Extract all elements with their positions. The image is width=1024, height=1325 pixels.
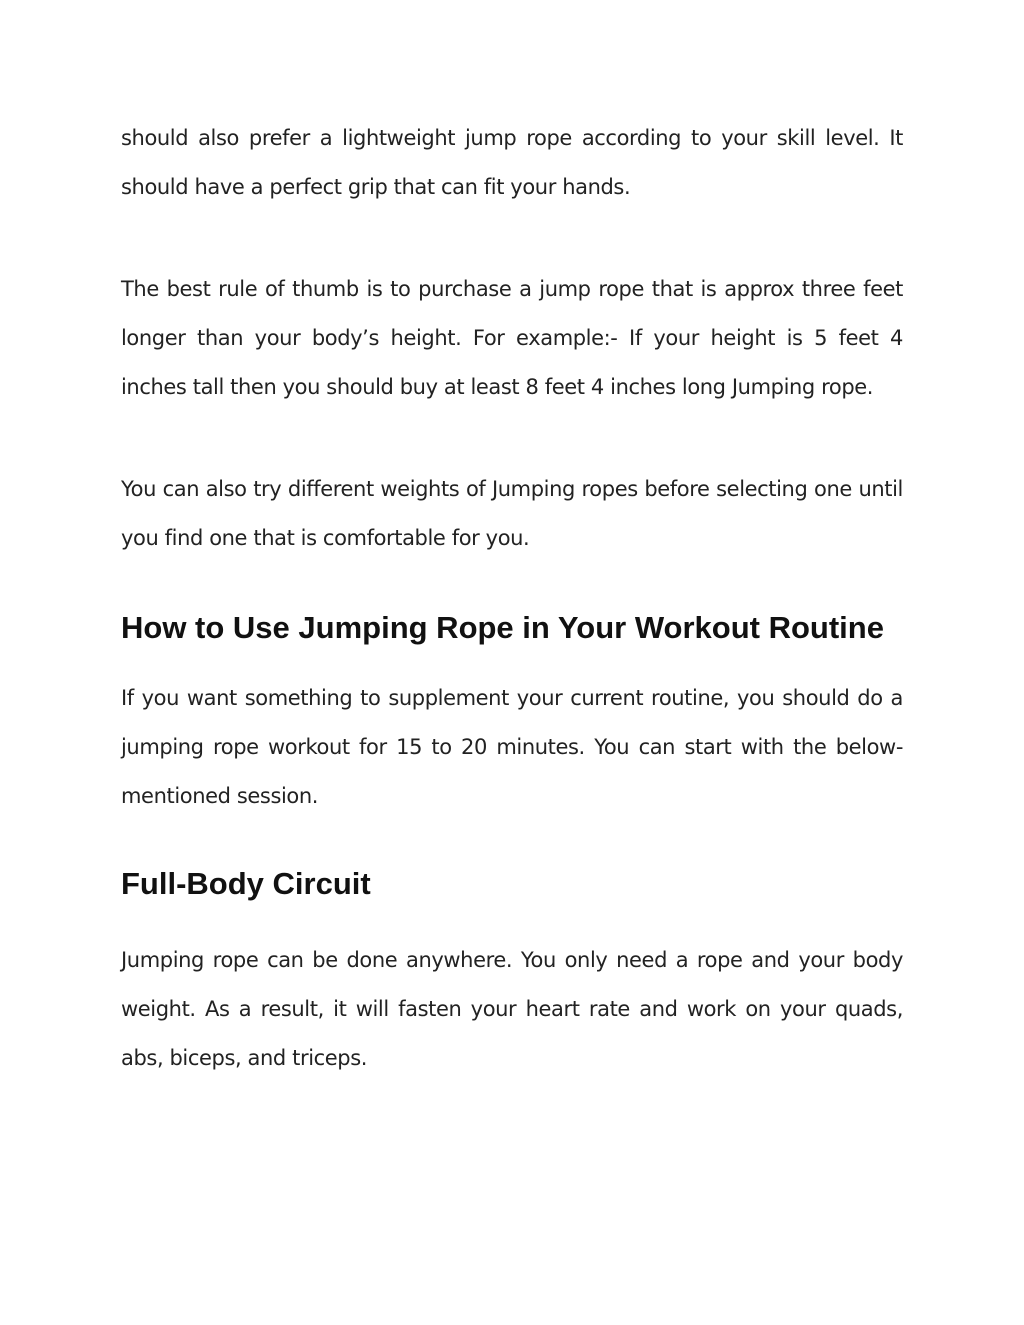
paragraph-supplement-routine: If you want something to supplement your current routine, you should do a jumping rope workout for 15 to 20 minutes. You can start with the below-mentioned session. [121, 686, 903, 808]
paragraph-anywhere: Jumping rope can be done anywhere. You only need a rope and your body weight. As a result, it will fasten your heart rate and work on your quads, abs, biceps, and triceps. [121, 948, 903, 1070]
paragraph-try-weights: You can also try different weights of Jumping ropes before selecting one until you find one that is comfortable for you. [121, 477, 903, 550]
paragraph-jump-rope-weight: should also prefer a lightweight jump rope according to your skill level. It should have a perfect grip that can fit your hands. [121, 126, 903, 199]
paragraph-rule-of-thumb: The best rule of thumb is to purchase a jump rope that is approx three feet longer than your body’s height. For example:- If your height is 5 feet 4 inches tall then you should buy at least 8 feet 4 inches long Jumping rope. [121, 277, 903, 399]
heading-workout-routine: How to Use Jumping Rope in Your Workout Routine [121, 610, 884, 645]
document-page [121, 114, 903, 1083]
heading-full-body-circuit: Full-Body Circuit [121, 866, 371, 901]
